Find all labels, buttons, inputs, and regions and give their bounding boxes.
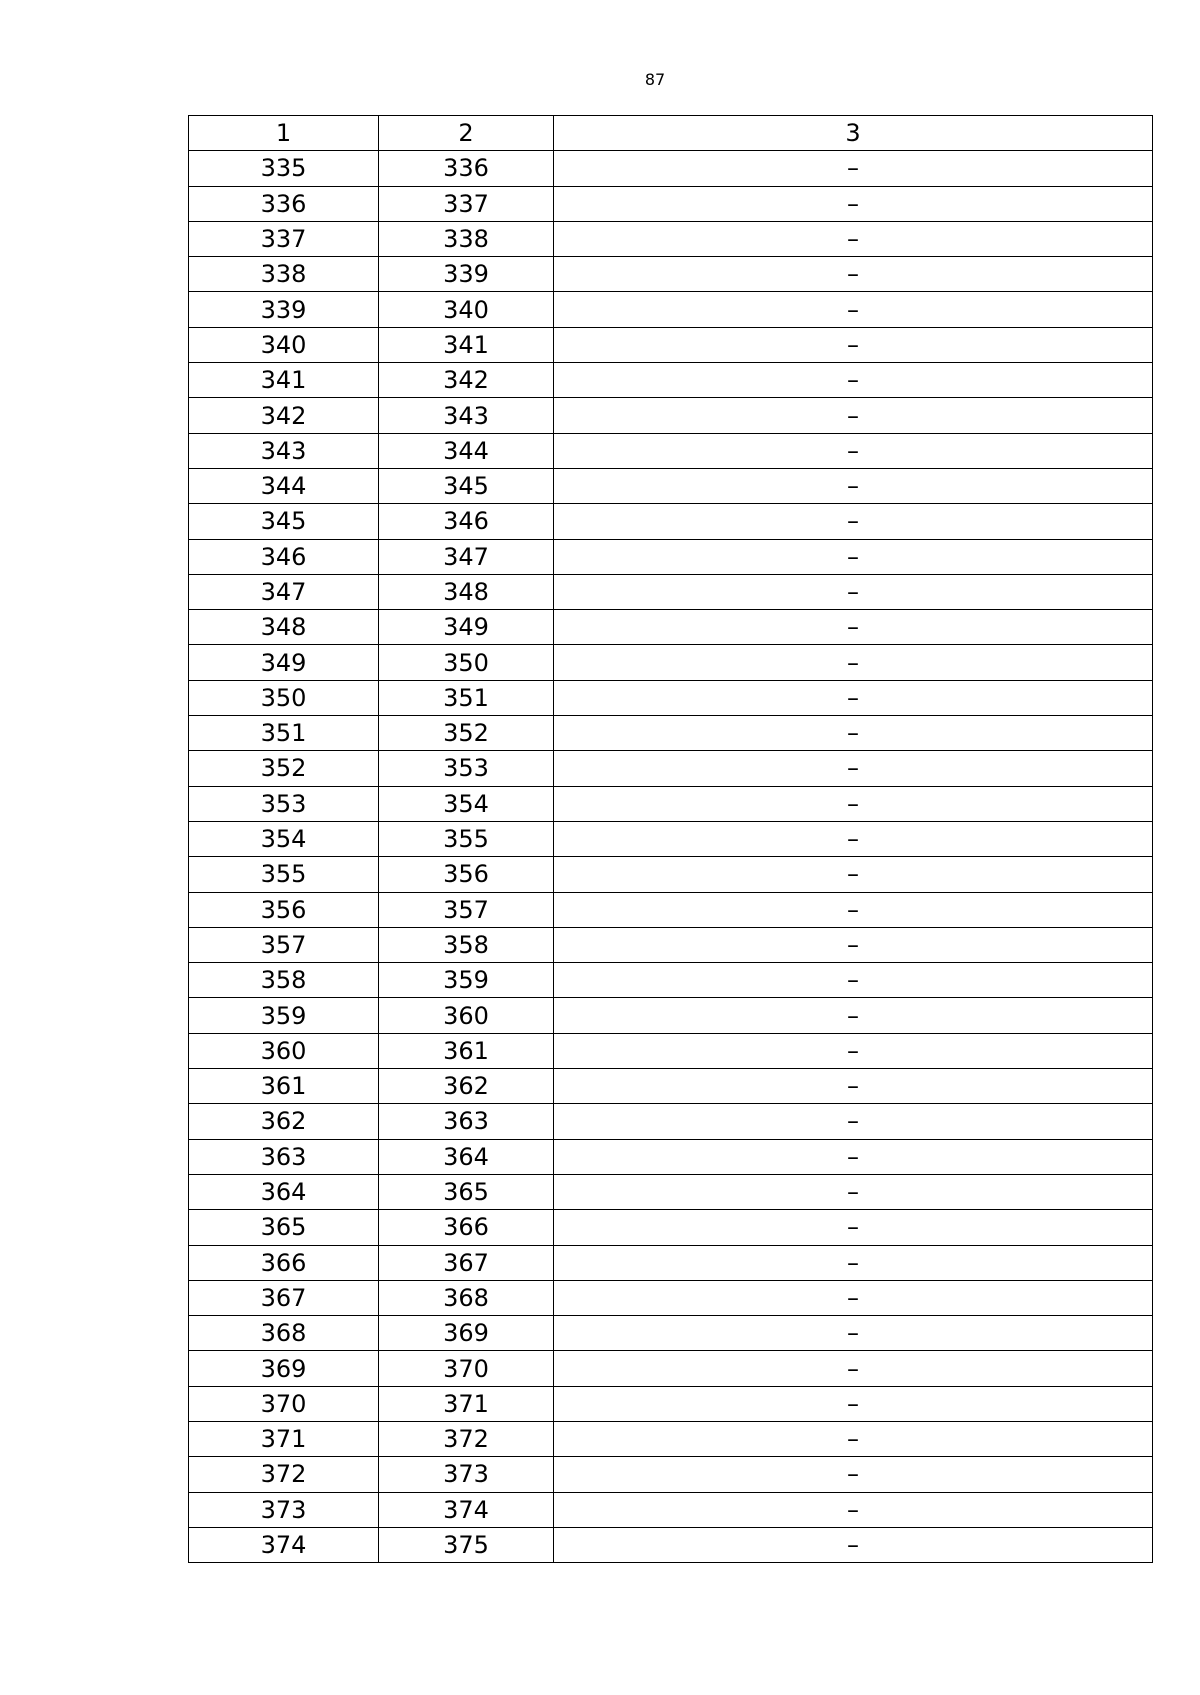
table-row [189, 574, 1153, 609]
table-cell: 361 [189, 1069, 379, 1104]
table-cell: – [554, 433, 1153, 468]
table-cell: 346 [189, 539, 379, 574]
table-cell: – [554, 1316, 1153, 1351]
table-row [189, 1174, 1153, 1209]
table-cell: – [554, 186, 1153, 221]
table-cell: – [554, 1386, 1153, 1421]
table-cell: 369 [379, 1316, 554, 1351]
table-row [189, 363, 1153, 398]
table-row [189, 539, 1153, 574]
table-cell: 336 [189, 186, 379, 221]
column-header: 3 [554, 116, 1153, 151]
table-cell: 352 [379, 716, 554, 751]
table-cell: 355 [189, 857, 379, 892]
table-cell: – [554, 539, 1153, 574]
table-cell: – [554, 1527, 1153, 1562]
table-cell: 354 [189, 821, 379, 856]
table-cell: 375 [379, 1527, 554, 1562]
table-cell: 339 [189, 292, 379, 327]
table-row [189, 1351, 1153, 1386]
table-cell: 365 [379, 1174, 554, 1209]
table-cell: – [554, 680, 1153, 715]
table-cell: 367 [379, 1245, 554, 1280]
column-header: 2 [379, 116, 554, 151]
table-cell: – [554, 574, 1153, 609]
table-row [189, 892, 1153, 927]
table-cell: – [554, 257, 1153, 292]
table-cell: 350 [189, 680, 379, 715]
table-cell: 342 [189, 398, 379, 433]
table-cell: – [554, 857, 1153, 892]
table-cell: 345 [189, 504, 379, 539]
table-row [189, 1104, 1153, 1139]
table-cell: 366 [189, 1245, 379, 1280]
table-cell: – [554, 1139, 1153, 1174]
table-cell: 340 [379, 292, 554, 327]
table-cell: – [554, 1280, 1153, 1315]
table-cell: 336 [379, 151, 554, 186]
data-table [188, 115, 1153, 1563]
table-cell: 353 [379, 751, 554, 786]
table-cell: 340 [189, 327, 379, 362]
table-cell: 338 [189, 257, 379, 292]
table-cell: – [554, 1245, 1153, 1280]
table-cell: 351 [379, 680, 554, 715]
table-cell: 373 [379, 1457, 554, 1492]
table-cell: 342 [379, 363, 554, 398]
table-cell: 358 [189, 963, 379, 998]
table-row [189, 610, 1153, 645]
table-cell: – [554, 1492, 1153, 1527]
table-cell: 352 [189, 751, 379, 786]
table-cell: 361 [379, 1033, 554, 1068]
table-cell: 362 [189, 1104, 379, 1139]
table-cell: 371 [189, 1421, 379, 1456]
table-cell: 356 [379, 857, 554, 892]
table-cell: 335 [189, 151, 379, 186]
table-cell: – [554, 1104, 1153, 1139]
table-cell: 341 [189, 363, 379, 398]
table-row [189, 1245, 1153, 1280]
table-cell: 339 [379, 257, 554, 292]
table-cell: – [554, 1351, 1153, 1386]
column-header: 1 [189, 116, 379, 151]
table-row [189, 186, 1153, 221]
table-row [189, 927, 1153, 962]
table-cell: 368 [189, 1316, 379, 1351]
table-cell: 354 [379, 786, 554, 821]
table-cell: – [554, 610, 1153, 645]
table-cell: 343 [379, 398, 554, 433]
table-row [189, 1386, 1153, 1421]
table-cell: 347 [379, 539, 554, 574]
table-cell: 370 [379, 1351, 554, 1386]
table-cell: – [554, 963, 1153, 998]
table-cell: 363 [189, 1139, 379, 1174]
table-row [189, 468, 1153, 503]
table-cell: – [554, 821, 1153, 856]
table-cell: – [554, 1033, 1153, 1068]
table-cell: – [554, 398, 1153, 433]
table-row [189, 1069, 1153, 1104]
table-cell: 346 [379, 504, 554, 539]
table-cell: 344 [189, 468, 379, 503]
table-cell: 369 [189, 1351, 379, 1386]
table-cell: – [554, 716, 1153, 751]
table-cell: 362 [379, 1069, 554, 1104]
table-cell: – [554, 998, 1153, 1033]
table-cell: 364 [379, 1139, 554, 1174]
table-header-row [189, 116, 1153, 151]
table-row [189, 221, 1153, 256]
table-body [189, 116, 1153, 1563]
table-row [189, 1527, 1153, 1562]
table-cell: 370 [189, 1386, 379, 1421]
table-cell: 363 [379, 1104, 554, 1139]
table-cell: 372 [189, 1457, 379, 1492]
table-cell: 345 [379, 468, 554, 503]
page-number: 87 [644, 70, 666, 89]
table-row [189, 1033, 1153, 1068]
table-cell: 351 [189, 716, 379, 751]
table-row [189, 716, 1153, 751]
table-cell: 356 [189, 892, 379, 927]
table-row [189, 963, 1153, 998]
table-row [189, 1316, 1153, 1351]
table-cell: 341 [379, 327, 554, 362]
table-cell: 348 [189, 610, 379, 645]
table-cell: – [554, 892, 1153, 927]
table-cell: – [554, 1174, 1153, 1209]
table-cell: 348 [379, 574, 554, 609]
table-cell: – [554, 1421, 1153, 1456]
table-cell: – [554, 927, 1153, 962]
table-row [189, 398, 1153, 433]
table-row [189, 1139, 1153, 1174]
table-cell: 344 [379, 433, 554, 468]
table-cell: – [554, 751, 1153, 786]
table-cell: 360 [189, 1033, 379, 1068]
table-row [189, 998, 1153, 1033]
table-row [189, 857, 1153, 892]
table-cell: – [554, 786, 1153, 821]
table-row [189, 433, 1153, 468]
table-cell: 359 [189, 998, 379, 1033]
table-row [189, 504, 1153, 539]
table-cell: 347 [189, 574, 379, 609]
table-cell: 349 [379, 610, 554, 645]
table-cell: 374 [379, 1492, 554, 1527]
table-cell: 357 [379, 892, 554, 927]
table-cell: 374 [189, 1527, 379, 1562]
table-cell: 337 [189, 221, 379, 256]
table-cell: – [554, 363, 1153, 398]
table-row [189, 151, 1153, 186]
table-cell: 365 [189, 1210, 379, 1245]
table-row [189, 786, 1153, 821]
table-cell: – [554, 468, 1153, 503]
table-cell: – [554, 151, 1153, 186]
table-cell: 350 [379, 645, 554, 680]
table-cell: – [554, 292, 1153, 327]
table-cell: 371 [379, 1386, 554, 1421]
table-row [189, 1210, 1153, 1245]
table-row [189, 645, 1153, 680]
table-cell: 349 [189, 645, 379, 680]
table-cell: – [554, 1069, 1153, 1104]
table-cell: 353 [189, 786, 379, 821]
table-cell: – [554, 504, 1153, 539]
table-cell: – [554, 327, 1153, 362]
table-row [189, 1492, 1153, 1527]
table-row [189, 1280, 1153, 1315]
table-row [189, 751, 1153, 786]
table-cell: 360 [379, 998, 554, 1033]
table-cell: – [554, 1457, 1153, 1492]
table-cell: 337 [379, 186, 554, 221]
table-cell: 359 [379, 963, 554, 998]
table-row [189, 1457, 1153, 1492]
table-cell: 338 [379, 221, 554, 256]
table-row [189, 1421, 1153, 1456]
table-cell: – [554, 221, 1153, 256]
table-cell: 355 [379, 821, 554, 856]
table-cell: 357 [189, 927, 379, 962]
table-row [189, 257, 1153, 292]
table-row [189, 821, 1153, 856]
table-cell: 366 [379, 1210, 554, 1245]
table-cell: 343 [189, 433, 379, 468]
table-cell: – [554, 1210, 1153, 1245]
table-cell: 372 [379, 1421, 554, 1456]
table-cell: 373 [189, 1492, 379, 1527]
table-cell: 364 [189, 1174, 379, 1209]
table-row [189, 680, 1153, 715]
table-cell: 358 [379, 927, 554, 962]
table-row [189, 292, 1153, 327]
table-cell: 367 [189, 1280, 379, 1315]
table-cell: 368 [379, 1280, 554, 1315]
table-row [189, 327, 1153, 362]
table-cell: – [554, 645, 1153, 680]
